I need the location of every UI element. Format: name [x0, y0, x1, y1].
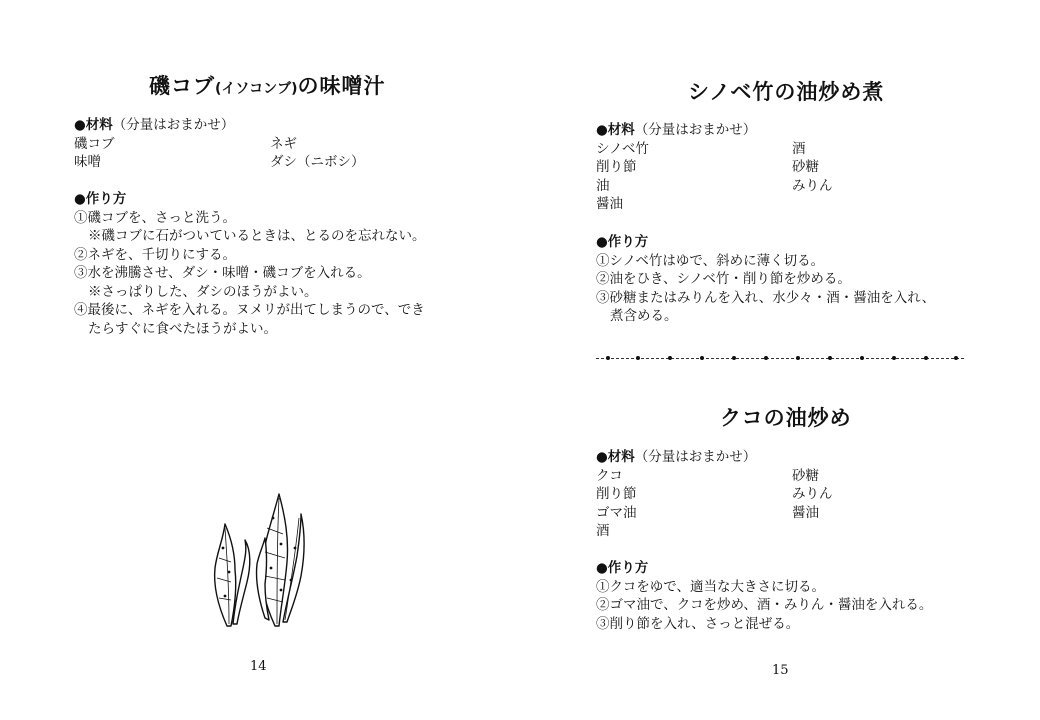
ingredient-item: 砂糖	[792, 159, 819, 175]
method-section	[74, 190, 426, 338]
ingredient-list	[596, 140, 988, 214]
seaweed-illustration-icon	[205, 488, 305, 628]
ingredient-item: 醤油	[792, 504, 819, 521]
method-section	[596, 559, 932, 633]
title-end: の味噌汁	[297, 74, 386, 98]
step-line: ②ネギを、千切りにする。	[74, 246, 236, 263]
page-number: 14	[250, 659, 267, 674]
method-heading: ●作り方	[596, 234, 649, 250]
recipe-title-shinobe: シノベ竹の油炒め煮	[688, 80, 885, 104]
step-line: ④最後に、ネギを入れる。ヌメリが出てしまうので、でき	[74, 302, 425, 318]
ingredient-item	[792, 522, 988, 541]
step-line-cont: たらすぐに食べたほうがよい。	[88, 320, 277, 337]
step-line: ②油をひき、シノベ竹・削り節を炒める。	[596, 271, 851, 287]
step-line: ③砂糖またはみりんを入れ、水少々・酒・醤油を入れ、	[596, 289, 936, 306]
step-note: ※さっぱりした、ダシのほうがよい。	[88, 283, 318, 300]
ingredient-item: 磯コブ	[74, 135, 115, 152]
step-note: ※磯コブに石がついているときは、とるのを忘れない。	[88, 228, 426, 244]
ingredient-item: ダシ（ニボシ）	[270, 154, 365, 170]
materials-heading: ●材料（分量はおまかせ）	[596, 122, 757, 138]
ingredient-item: 油	[596, 177, 610, 194]
materials-heading: ●材料（分量はおまかせ）	[74, 117, 235, 133]
step-line: ③水を沸騰させ、ダシ・味噌・磯コブを入れる。	[74, 265, 371, 281]
ingredient-item: シノベ竹	[596, 140, 649, 157]
ingredient-item: みりん	[792, 486, 833, 502]
ingredient-item: 砂糖	[792, 467, 819, 484]
title-sub: (イソコンブ)	[215, 81, 298, 97]
ingredient-item: ゴマ油	[596, 504, 637, 521]
step-line: ①クコをゆで、適当な大きさに切る。	[596, 578, 825, 595]
materials-section	[596, 121, 988, 214]
step-line: ①シノベ竹はゆで、斜めに薄く切る。	[596, 252, 825, 269]
materials-heading: ●材料（分量はおまかせ）	[596, 449, 757, 465]
recipe-title-kuko: クコの油炒め	[720, 406, 852, 430]
ingredient-item: クコ	[596, 467, 623, 484]
ingredient-item: 味噌	[74, 154, 101, 170]
ingredient-list	[596, 467, 988, 541]
ingredient-item: ネギ	[270, 135, 297, 152]
materials-section	[596, 448, 988, 541]
ingredient-item: 醤油	[596, 196, 623, 212]
method-heading: ●作り方	[596, 560, 649, 576]
section-divider	[596, 358, 964, 359]
ingredient-item: 削り節	[596, 159, 637, 175]
method-heading: ●作り方	[74, 191, 127, 207]
ingredient-list	[74, 135, 466, 172]
ingredient-item	[792, 195, 988, 214]
right-page	[520, 0, 1040, 720]
ingredient-item: 酒	[792, 140, 806, 157]
ingredient-item: 削り節	[596, 486, 637, 502]
materials-section	[74, 116, 466, 172]
page-number: 15	[772, 663, 789, 678]
step-line: ①磯コブを、さっと洗う。	[74, 209, 236, 226]
ingredient-item: 酒	[596, 523, 610, 539]
step-line: ②ゴマ油で、クコを炒め、酒・みりん・醤油を入れる。	[596, 597, 933, 613]
title-main: 磯コブ	[149, 74, 215, 98]
ingredient-item: みりん	[792, 177, 833, 194]
step-line: ③削り節を入れ、さっと混ぜる。	[596, 615, 800, 632]
method-section	[596, 233, 935, 326]
recipe-title-isokobu	[149, 70, 386, 100]
step-line-cont: 煮含める。	[610, 308, 678, 324]
